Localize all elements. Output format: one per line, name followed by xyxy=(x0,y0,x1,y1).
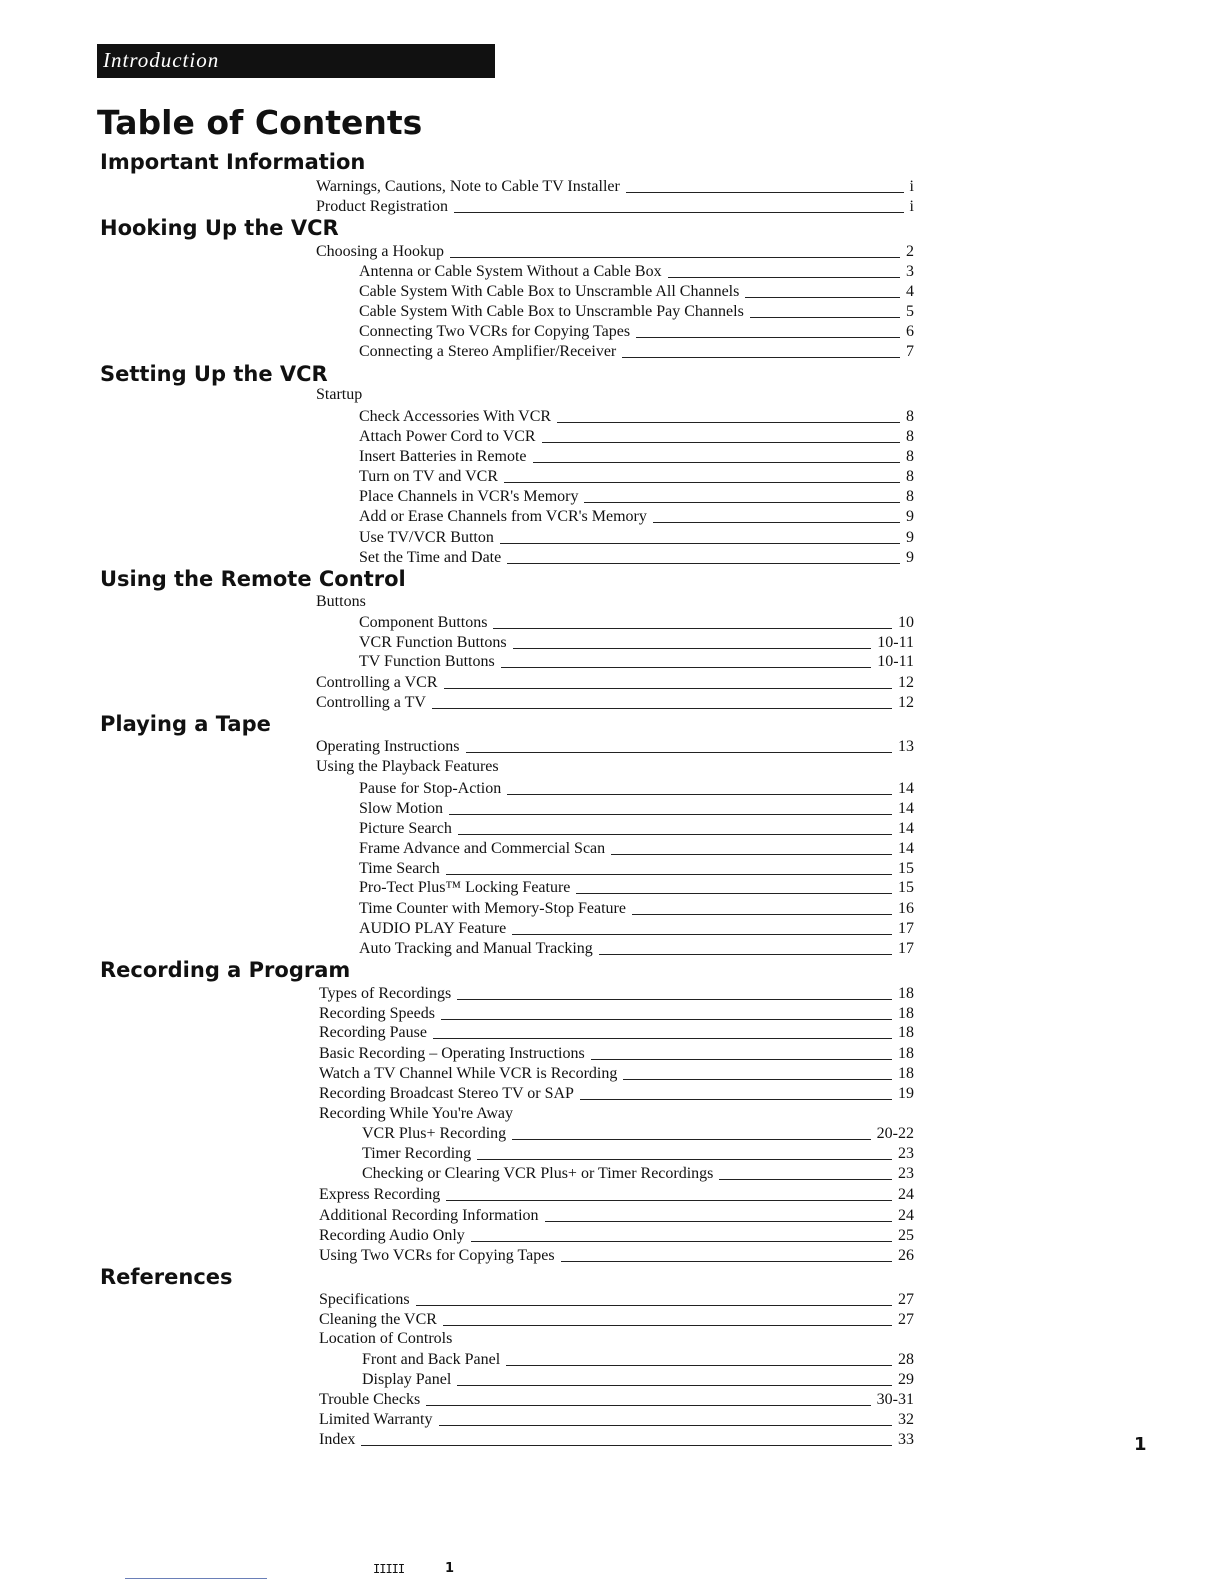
toc-page-number: 14 xyxy=(898,780,914,797)
toc-entry xyxy=(359,301,914,321)
toc-leader-line xyxy=(623,1079,892,1080)
toc-entry xyxy=(319,1409,914,1429)
toc-entry xyxy=(359,281,914,301)
toc-page-number: 23 xyxy=(898,1145,914,1162)
toc-entry-label: Basic Recording – Operating Instructions xyxy=(319,1045,585,1062)
toc-subheading: Location of Controls xyxy=(319,1330,453,1347)
toc-entry xyxy=(359,778,914,798)
toc-entry-label: Check Accessories With VCR xyxy=(359,408,552,425)
toc-page-number: 10-11 xyxy=(877,634,914,651)
toc-entry-label: Frame Advance and Commercial Scan xyxy=(359,840,606,857)
toc-entry xyxy=(319,1429,914,1449)
toc-entry-label: Connecting Two VCRs for Copying Tapes xyxy=(359,323,631,340)
toc-leader-line xyxy=(576,893,892,894)
toc-entry-label: TV Function Buttons xyxy=(359,653,495,670)
toc-entry xyxy=(319,1184,914,1204)
toc-leader-line xyxy=(457,1385,892,1386)
toc-page-number: 32 xyxy=(898,1411,914,1428)
page-number: 1 xyxy=(1134,1434,1147,1455)
toc-entry xyxy=(316,672,914,692)
toc-entry xyxy=(359,632,914,652)
toc-entry-label: Recording Pause xyxy=(319,1024,427,1041)
toc-entry xyxy=(319,1225,914,1245)
toc-leader-line xyxy=(501,667,872,668)
toc-entry-label: Place Channels in VCR's Memory xyxy=(359,488,579,505)
toc-leader-line xyxy=(446,1200,892,1201)
toc-leader-line xyxy=(580,1099,892,1100)
toc-leader-line xyxy=(653,522,900,523)
toc-page-number: 20-22 xyxy=(876,1125,914,1142)
toc-entry-label: Use TV/VCR Button xyxy=(359,529,494,546)
toc-page-number: 26 xyxy=(898,1247,914,1264)
toc-entry-label: Pro-Tect Plus™ Locking Feature xyxy=(359,879,571,896)
toc-leader-line xyxy=(745,297,900,298)
toc-leader-line xyxy=(457,999,892,1000)
toc-leader-line xyxy=(507,794,892,795)
toc-page-number: 27 xyxy=(898,1291,914,1308)
toc-entry xyxy=(359,818,914,838)
toc-page-number: 23 xyxy=(898,1165,914,1182)
toc-page-number: 18 xyxy=(898,1024,914,1041)
toc-leader-line xyxy=(626,192,904,193)
toc-page-number: 14 xyxy=(898,840,914,857)
toc-entry xyxy=(319,1003,914,1023)
toc-leader-line xyxy=(750,317,900,318)
toc-entry-label: VCR Function Buttons xyxy=(359,634,507,651)
toc-page-number: 25 xyxy=(898,1227,914,1244)
toc-page-number: 28 xyxy=(898,1351,914,1368)
toc-page-number: 17 xyxy=(898,920,914,937)
toc-entry-label: Component Buttons xyxy=(359,614,488,631)
toc-entry xyxy=(319,1205,914,1225)
toc-leader-line xyxy=(416,1305,892,1306)
toc-leader-line xyxy=(500,543,900,544)
toc-page-number: 19 xyxy=(898,1085,914,1102)
toc-page-number: 9 xyxy=(906,549,914,566)
toc-entry-label: Cleaning the VCR xyxy=(319,1311,437,1328)
print-mark: IIIII xyxy=(373,1562,405,1576)
toc-entry xyxy=(359,898,914,918)
toc-page-number: 3 xyxy=(906,263,914,280)
toc-entry-label: Limited Warranty xyxy=(319,1411,433,1428)
banner-text: Introduction xyxy=(103,48,220,72)
toc-entry-label: Set the Time and Date xyxy=(359,549,502,566)
toc-entry-label: Auto Tracking and Manual Tracking xyxy=(359,940,593,957)
toc-leader-line xyxy=(441,1019,892,1020)
toc-entry-label: Index xyxy=(319,1431,356,1448)
toc-entry-label: Pause for Stop-Action xyxy=(359,780,502,797)
toc-leader-line xyxy=(668,277,900,278)
toc-page-number: 17 xyxy=(898,940,914,957)
toc-entry-label: Antenna or Cable System Without a Cable Box xyxy=(359,263,662,280)
toc-entry-label: AUDIO PLAY Feature xyxy=(359,920,507,937)
toc-entry xyxy=(319,1063,914,1083)
toc-leader-line xyxy=(636,337,900,338)
toc-entry-label: Additional Recording Information xyxy=(319,1207,539,1224)
toc-page-number: 8 xyxy=(906,428,914,445)
section-heading: Hooking Up the VCR xyxy=(100,216,339,240)
toc-entry xyxy=(319,1389,914,1409)
toc-leader-line xyxy=(584,502,900,503)
toc-entry-label: Trouble Checks xyxy=(319,1391,421,1408)
toc-entry-label: Recording Audio Only xyxy=(319,1227,465,1244)
toc-entry xyxy=(359,858,914,878)
section-heading: References xyxy=(100,1265,233,1289)
toc-leader-line xyxy=(507,563,900,564)
toc-leader-line xyxy=(611,854,892,855)
toc-page-number: 6 xyxy=(906,323,914,340)
toc-page-number: 33 xyxy=(898,1431,914,1448)
toc-page-number: 24 xyxy=(898,1207,914,1224)
toc-leader-line xyxy=(591,1059,892,1060)
toc-page-number: 16 xyxy=(898,900,914,917)
toc-entry xyxy=(316,692,914,712)
toc-leader-line xyxy=(542,442,900,443)
toc-entry-label: Choosing a Hookup xyxy=(316,243,444,260)
toc-entry xyxy=(319,1083,914,1103)
toc-entry xyxy=(359,261,914,281)
toc-entry-label: Connecting a Stereo Amplifier/Receiver xyxy=(359,343,617,360)
toc-leader-line xyxy=(533,462,900,463)
toc-entry-label: Time Counter with Memory-Stop Feature xyxy=(359,900,626,917)
toc-entry-label: Using Two VCRs for Copying Tapes xyxy=(319,1247,555,1264)
toc-entry-label: Controlling a TV xyxy=(316,694,426,711)
toc-page-number: 12 xyxy=(898,674,914,691)
toc-entry xyxy=(359,651,914,671)
toc-entry xyxy=(359,341,914,361)
toc-leader-line xyxy=(599,954,892,955)
toc-page-number: 8 xyxy=(906,468,914,485)
toc-leader-line xyxy=(446,874,892,875)
toc-entry xyxy=(359,426,914,446)
toc-entry xyxy=(359,527,914,547)
toc-entry-label: Attach Power Cord to VCR xyxy=(359,428,536,445)
toc-page-number: 18 xyxy=(898,1065,914,1082)
toc-entry xyxy=(359,486,914,506)
toc-page-number: 24 xyxy=(898,1186,914,1203)
toc-leader-line xyxy=(458,834,892,835)
toc-page-number: 12 xyxy=(898,694,914,711)
toc-entry xyxy=(359,877,914,897)
toc-page-number: 9 xyxy=(906,529,914,546)
toc-page-number: 29 xyxy=(898,1371,914,1388)
toc-entry xyxy=(359,547,914,567)
toc-leader-line xyxy=(719,1179,892,1180)
toc-page-number: 8 xyxy=(906,488,914,505)
toc-entry xyxy=(359,466,914,486)
toc-entry xyxy=(319,1289,914,1309)
toc-page-number: i xyxy=(909,198,914,215)
toc-leader-line xyxy=(444,688,893,689)
toc-page-number: 2 xyxy=(906,243,914,260)
toc-entry-label: Recording Speeds xyxy=(319,1005,435,1022)
toc-entry xyxy=(359,612,914,632)
toc-entry xyxy=(362,1123,914,1143)
toc-entry-label: Front and Back Panel xyxy=(362,1351,501,1368)
toc-entry xyxy=(359,321,914,341)
section-heading: Important Information xyxy=(100,150,366,174)
toc-leader-line xyxy=(361,1445,892,1446)
toc-page-number: i xyxy=(909,178,914,195)
toc-page-number: 18 xyxy=(898,985,914,1002)
toc-leader-line xyxy=(504,482,900,483)
toc-entry xyxy=(319,1043,914,1063)
toc-leader-line xyxy=(632,914,892,915)
toc-entry-label: Operating Instructions xyxy=(316,738,460,755)
toc-page-number: 13 xyxy=(898,738,914,755)
toc-leader-line xyxy=(449,814,892,815)
toc-leader-line xyxy=(443,1325,892,1326)
toc-entry-label: Express Recording xyxy=(319,1186,441,1203)
toc-entry-label: Controlling a VCR xyxy=(316,674,438,691)
toc-leader-line xyxy=(622,357,900,358)
toc-entry-label: Picture Search xyxy=(359,820,452,837)
toc-entry-label: Cable System With Cable Box to Unscramble All Channels xyxy=(359,283,740,300)
toc-page-number: 8 xyxy=(906,448,914,465)
toc-leader-line xyxy=(477,1159,892,1160)
toc-leader-line xyxy=(439,1425,893,1426)
toc-entry-label: Insert Batteries in Remote xyxy=(359,448,527,465)
toc-entry xyxy=(362,1369,914,1389)
toc-entry-label: Specifications xyxy=(319,1291,410,1308)
toc-page-number: 10 xyxy=(898,614,914,631)
footer-rule xyxy=(125,1578,267,1579)
toc-leader-line xyxy=(450,257,900,258)
toc-entry xyxy=(319,983,914,1003)
toc-leader-line xyxy=(545,1221,892,1222)
toc-leader-line xyxy=(426,1405,870,1406)
toc-page-number: 15 xyxy=(898,879,914,896)
toc-entry xyxy=(359,506,914,526)
toc-leader-line xyxy=(513,648,872,649)
toc-subheading: Buttons xyxy=(316,593,366,610)
toc-page-number: 18 xyxy=(898,1005,914,1022)
section-banner xyxy=(97,44,495,78)
toc-entry xyxy=(362,1163,914,1183)
toc-entry xyxy=(316,196,914,216)
toc-page-number: 7 xyxy=(906,343,914,360)
toc-entry xyxy=(359,938,914,958)
toc-page-number: 14 xyxy=(898,800,914,817)
toc-entry xyxy=(359,446,914,466)
toc-page-number: 14 xyxy=(898,820,914,837)
toc-entry-label: Turn on TV and VCR xyxy=(359,468,498,485)
page-title: Table of Contents xyxy=(97,103,423,142)
toc-entry-label: Add or Erase Channels from VCR's Memory xyxy=(359,508,647,525)
toc-entry-label: Time Search xyxy=(359,860,440,877)
print-number: 1 xyxy=(445,1561,455,1576)
toc-entry xyxy=(316,241,914,261)
toc-leader-line xyxy=(454,212,904,213)
toc-subheading: Startup xyxy=(316,386,363,403)
toc-page-number: 9 xyxy=(906,508,914,525)
toc-leader-line xyxy=(506,1365,892,1366)
toc-entry xyxy=(362,1143,914,1163)
toc-page-number: 18 xyxy=(898,1045,914,1062)
toc-leader-line xyxy=(512,934,892,935)
toc-page-number: 15 xyxy=(898,860,914,877)
toc-entry-label: Types of Recordings xyxy=(319,985,452,1002)
toc-leader-line xyxy=(471,1241,892,1242)
toc-entry xyxy=(319,1309,914,1329)
toc-entry xyxy=(359,406,914,426)
toc-leader-line xyxy=(512,1139,871,1140)
toc-page-number: 27 xyxy=(898,1311,914,1328)
toc-subheading: Using the Playback Features xyxy=(316,758,499,775)
toc-leader-line xyxy=(466,752,892,753)
toc-entry xyxy=(316,176,914,196)
toc-entry-label: Recording Broadcast Stereo TV or SAP xyxy=(319,1085,574,1102)
toc-page-number: 30-31 xyxy=(876,1391,914,1408)
section-heading: Setting Up the VCR xyxy=(100,362,328,386)
toc-entry-label: Warnings, Cautions, Note to Cable TV Installer xyxy=(316,178,620,195)
toc-page-number: 5 xyxy=(906,303,914,320)
toc-entry xyxy=(359,918,914,938)
section-heading: Using the Remote Control xyxy=(100,567,406,591)
toc-entry xyxy=(319,1022,914,1042)
toc-entry xyxy=(319,1245,914,1265)
toc-leader-line xyxy=(561,1261,892,1262)
toc-page-number: 4 xyxy=(906,283,914,300)
toc-entry-label: Display Panel xyxy=(362,1371,452,1388)
toc-entry xyxy=(359,798,914,818)
toc-entry xyxy=(359,838,914,858)
toc-entry-label: Timer Recording xyxy=(362,1145,472,1162)
toc-leader-line xyxy=(493,628,892,629)
toc-entry-label: Watch a TV Channel While VCR is Recording xyxy=(319,1065,618,1082)
toc-entry xyxy=(316,736,914,756)
toc-entry xyxy=(362,1349,914,1369)
toc-leader-line xyxy=(433,1038,892,1039)
toc-entry-label: Checking or Clearing VCR Plus+ or Timer Recordings xyxy=(362,1165,714,1182)
toc-entry-label: Slow Motion xyxy=(359,800,444,817)
toc-page-number: 8 xyxy=(906,408,914,425)
toc-entry-label: Product Registration xyxy=(316,198,448,215)
toc-leader-line xyxy=(432,708,892,709)
toc-page-number: 10-11 xyxy=(877,653,914,670)
toc-leader-line xyxy=(557,422,900,423)
toc-subheading: Recording While You're Away xyxy=(319,1105,513,1122)
toc-entry-label: Cable System With Cable Box to Unscramble Pay Channels xyxy=(359,303,744,320)
section-heading: Playing a Tape xyxy=(100,712,271,736)
toc-entry-label: VCR Plus+ Recording xyxy=(362,1125,507,1142)
section-heading: Recording a Program xyxy=(100,958,351,982)
